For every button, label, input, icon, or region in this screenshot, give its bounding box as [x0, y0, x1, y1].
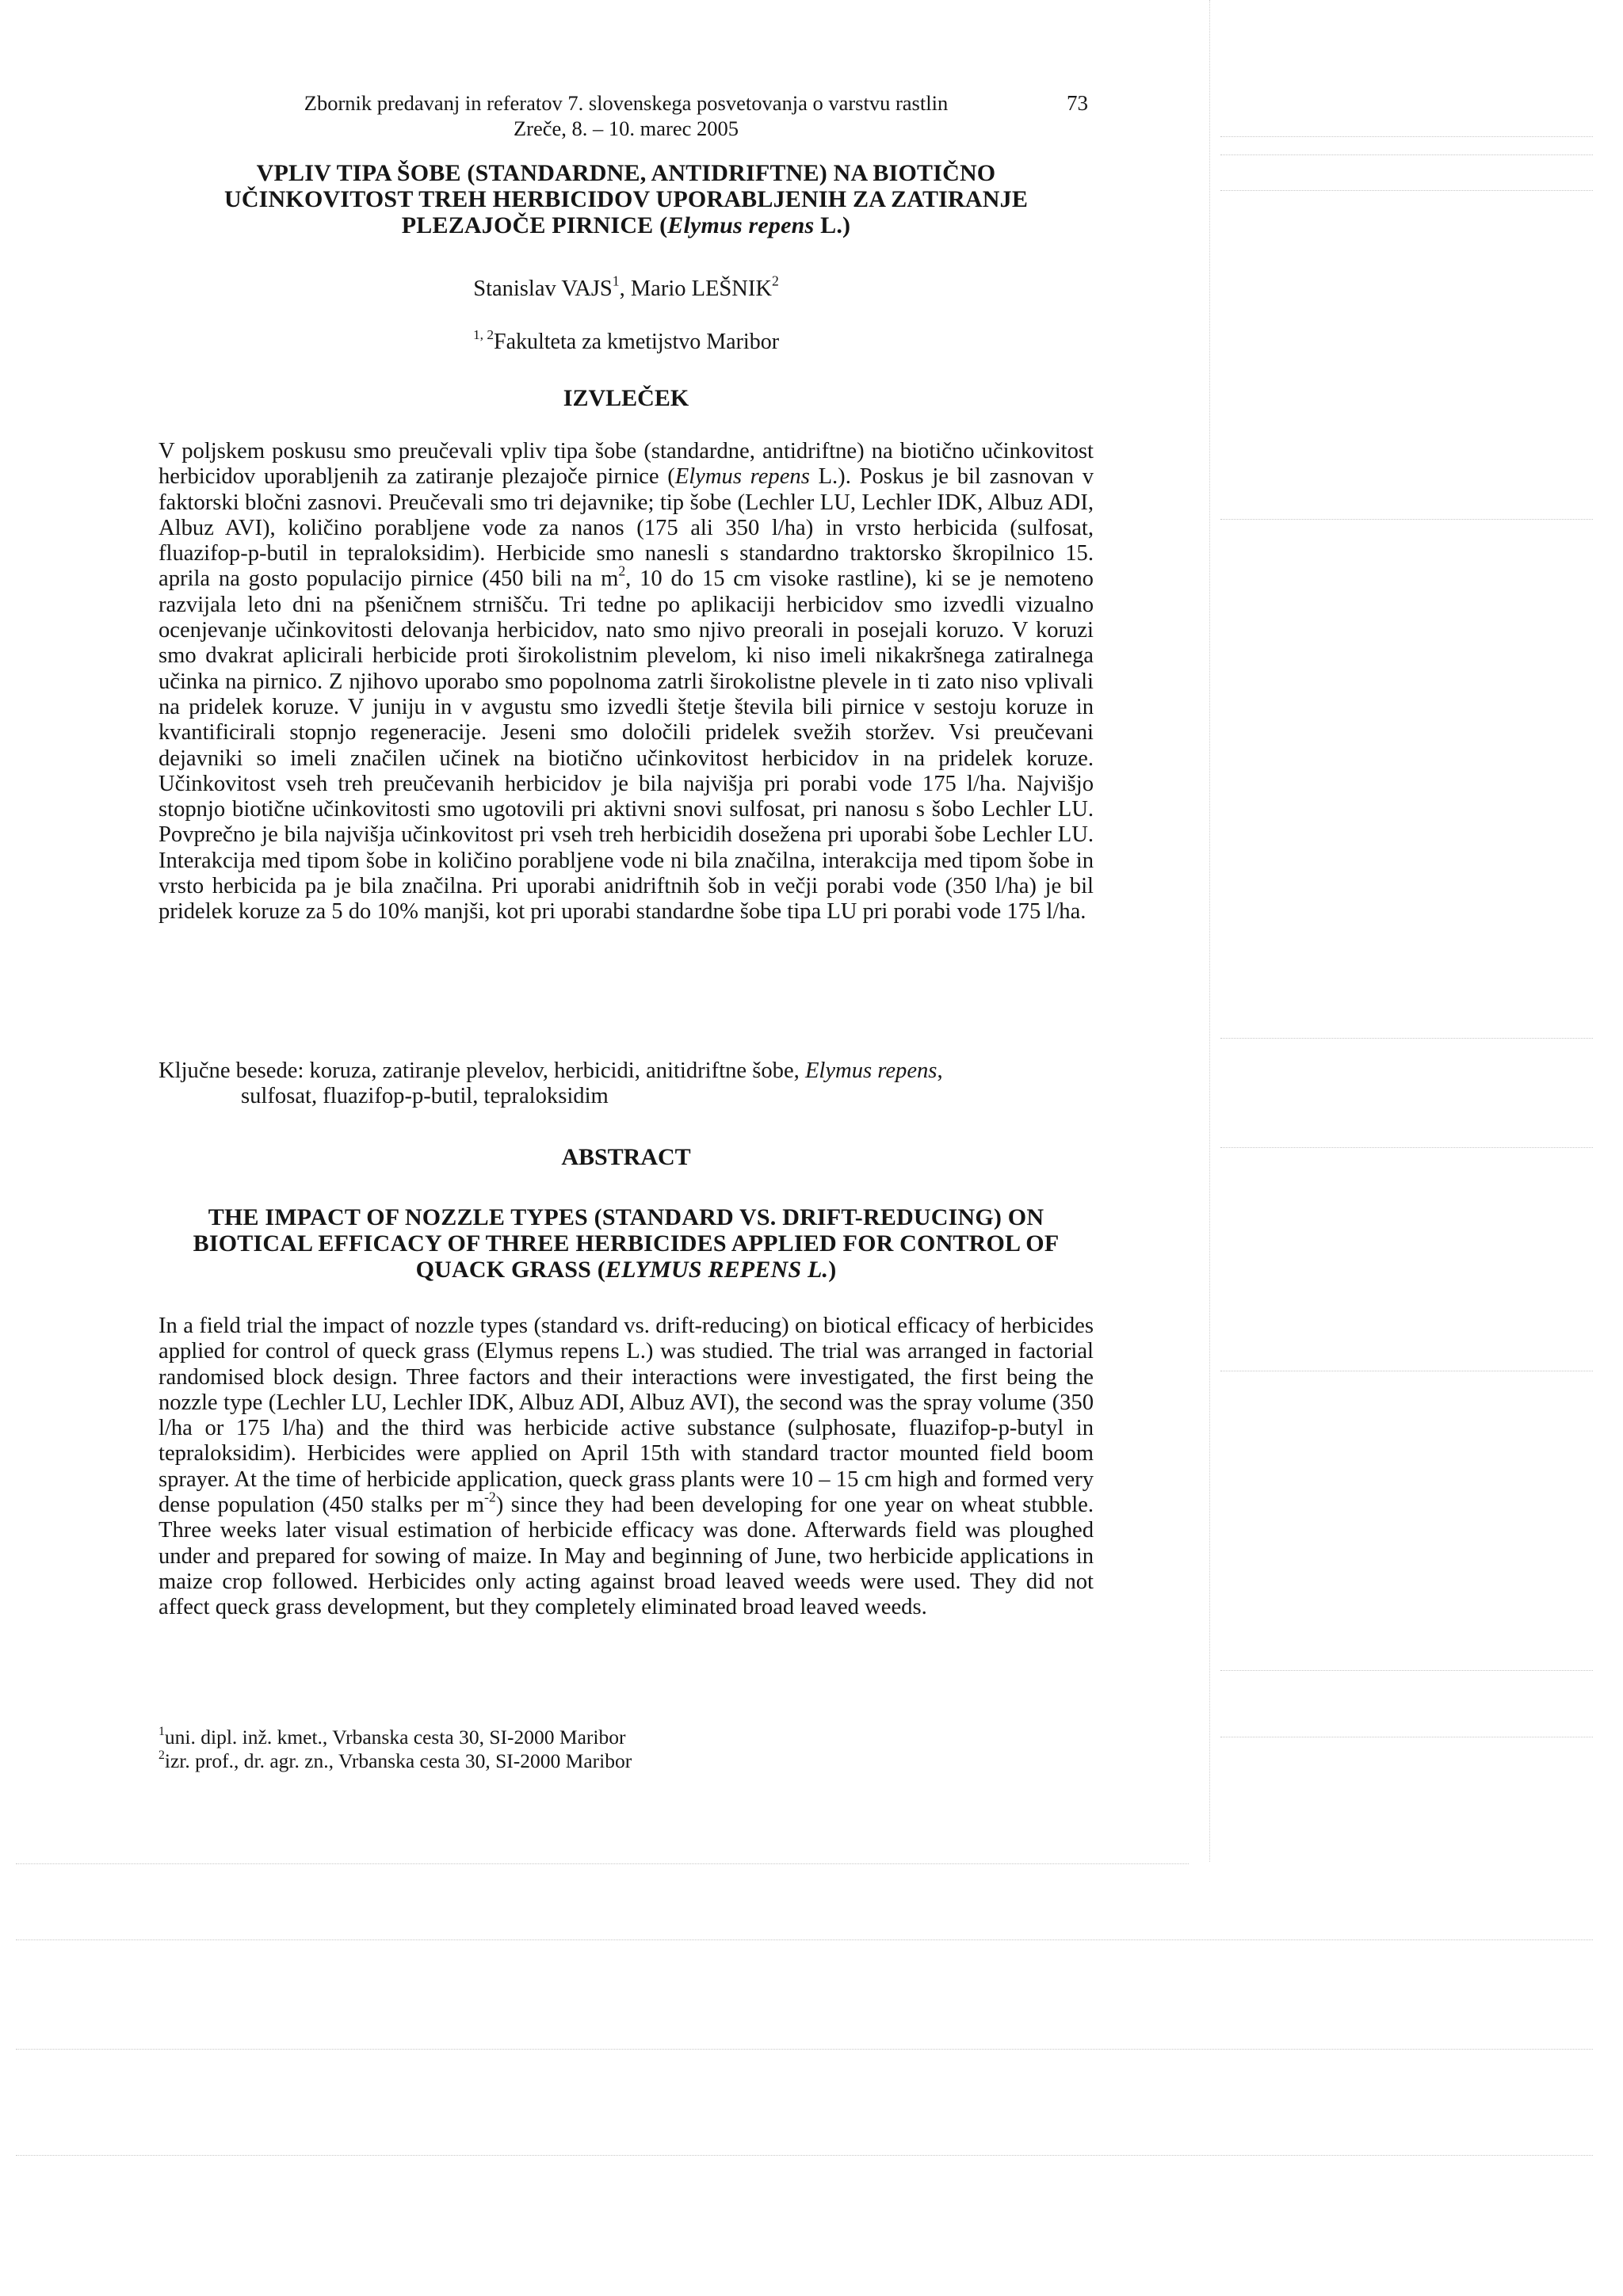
- scan-artifact-line: [1220, 519, 1593, 520]
- title-en-line1: THE IMPACT OF NOZZLE TYPES (STANDARD VS. DRIFT-REDUCING) ON: [208, 1204, 1044, 1230]
- keywords-sl-line1: Ključne besede: koruza, zatiranje plevelov, herbicidi, anitidriftne šobe,: [158, 1058, 805, 1083]
- footnote-2-text: izr. prof., dr. agr. zn., Vrbanska cesta 30, SI-2000 Maribor: [164, 1749, 632, 1772]
- title-en-line3-suffix: ): [828, 1257, 837, 1283]
- author-2-affiliation-mark: 2: [771, 273, 779, 289]
- authors: [0, 273, 1252, 303]
- affiliation-mark: 1, 2: [472, 326, 494, 342]
- title-sl-line2: UČINKOVITOST TREH HERBICIDOV UPORABLJENIH ZA ZATIRANJE: [223, 186, 1029, 212]
- author-1: Stanislav VAJS: [473, 277, 613, 301]
- title-sl-line3-suffix: L.): [814, 212, 851, 238]
- author-2: Mario LEŠNIK: [630, 277, 772, 301]
- author-1-affiliation-mark: 1: [612, 273, 620, 289]
- title-sl-line1: VPLIV TIPA ŠOBE (STANDARDNE, ANTIDRIFTNE) NA BIOTIČNO: [256, 160, 996, 186]
- abstract-sl-text-part3: , 10 do 15 cm visoke rastline), ki se je nemoteno razvijala leto dni na pšeničnem strnišču. Tri tedne po aplikaciji herbicidov smo izvedli vizualno ocenjevanje učinkovitosti delovanja herbicidov, nato smo njivo preorali in posejali koruzo. V koruzi smo dvakrat aplicirali herbicide proti širokolistnim plevelom, ki niso imeli nikakršnega zatiralnega učinka na pirnico. Z njihovo uporabo smo popolnoma zatrli širokolistne plevele in ti zato niso vplivali na pridelek koruze. V juniju in v avgustu smo izvedli štetje števila bili pirnice v sestoju koruze in kvantificirali stopnjo regeneracije. Jeseni smo določili pridelek svežih storžev. Vsi preučevani dejavniki so imeli značilen učinek na biotično učinkovitost herbicidov in na pridelek koruze. Učinkovitost vseh treh preučevanih herbicidov je bila najvišja pri porabi vode 175 l/ha. Najvišjo stopnjo biotične učinkovitosti smo ugotovili pri aktivni snovi sulfosat, pri nanosu s šobo Lechler LU. Povprečno je bila najvišja učinkovitost pri vseh treh herbicidih dosežena pri uporabi šobe Lechler LU. Interakcija med tipom šobe in količino porabljene vode ni bila značilna, interakcija med tipom šobe in vrsto herbicida pa je bila značilna. Pri uporabi anidriftnih šob in večji porabi vode (350 l/ha) je bil pridelek koruze za 5 do 10% manjši, kot pri uporabi standardne šobe tipa LU pri porabi vode 175 l/ha.: [158, 566, 1094, 925]
- running-head-line1: Zbornik predavanj in referatov 7. slovenskega posvetovanja o varstvu rastlin: [304, 91, 949, 115]
- title-sl-line3: [119, 212, 1133, 238]
- footnote-2: [158, 1749, 951, 1773]
- abstract-sl-superscript: 2: [618, 563, 626, 580]
- page-number: 73: [1067, 91, 1088, 115]
- footnote-1: [158, 1726, 951, 1749]
- abstract-en-text-part2: ) since they had been developing for one year on wheat stubble. Three weeks later visual estimation of herbicide efficacy was done. Afterwards field was ploughed under and prepared for sowing of maize. In May and beginning of June, two herbicide applications in maize crop followed. Herbicides only acting against broad leaved weeds were used. They did not affect queck grass development, but they completely eliminated broad leaved weeds.: [158, 1493, 1094, 1620]
- paper-title-en: [119, 1204, 1133, 1283]
- scan-artifact-line: [16, 2155, 1593, 2156]
- abstract-en-paragraph: [158, 1314, 1094, 1621]
- running-head: [0, 90, 1252, 141]
- footnote-1-mark: 1: [158, 1724, 165, 1738]
- paper-title-sl: [119, 160, 1133, 238]
- scan-artifact-line: [1220, 1670, 1593, 1671]
- scan-artifact-line: [1220, 190, 1593, 191]
- scan-artifact-line: [1220, 136, 1593, 137]
- scan-artifact-line: [16, 1939, 1593, 1940]
- title-sl-line3-prefix: PLEZAJOČE PIRNICE (: [401, 212, 668, 238]
- scan-artifact-line: [16, 1863, 1189, 1864]
- abstract-sl-paragraph: [158, 439, 1094, 925]
- abstract-en-superscript: -2: [483, 1489, 496, 1505]
- abstract-sl-species: Elymus repens: [674, 464, 810, 490]
- abstract-sl-text-part2: L.). Poskus je bil zasnovan v faktorski bločni zasnovi. Preučevali smo tri dejavnike; tip šobe (Lechler LU, Lechler IDK, Albuz ADI, Albuz AVI), količino porabljene vode za nanos (175 ali 350 l/ha) in vrsto herbicida (sulfosat, fluazifop-p-butil in tepraloksidim). Herbicide smo nanesli s standardno traktorsko škropilnico 15. aprila na gosto populacijo pirnice (450 bili na m: [158, 464, 1094, 592]
- title-en-line3-prefix: QUACK GRASS (: [415, 1257, 605, 1283]
- title-en-species: ELYMUS REPENS L.: [605, 1257, 829, 1283]
- running-head-line2: Zreče, 8. – 10. marec 2005: [513, 116, 739, 140]
- abstract-sl-heading: IZVLEČEK: [563, 385, 689, 411]
- keywords-sl-line2: sulfosat, fluazifop-p-butil, tepraloksidim: [241, 1084, 609, 1109]
- keywords-sl-line1-end: ,: [937, 1058, 943, 1083]
- footnotes: [158, 1726, 951, 1773]
- title-en-line3: [119, 1257, 1133, 1283]
- abstract-en-heading: ABSTRACT: [561, 1144, 691, 1170]
- title-sl-species: Elymus repens: [667, 212, 815, 238]
- affiliation: [0, 326, 1252, 356]
- keywords-sl-species: Elymus repens: [804, 1058, 938, 1083]
- scan-artifact-line: [16, 2049, 1593, 2050]
- footnote-2-mark: 2: [158, 1748, 165, 1762]
- scan-artifact-line: [1220, 1147, 1593, 1148]
- scan-artifact-line: [1220, 154, 1593, 155]
- scan-artifact-line: [1220, 1038, 1593, 1039]
- title-en-line2: BIOTICAL EFFICACY OF THREE HERBICIDES APPLIED FOR CONTROL OF: [193, 1230, 1060, 1257]
- affiliation-text: Fakulteta za kmetijstvo Maribor: [494, 330, 780, 354]
- footnote-1-text: uni. dipl. inž. kmet., Vrbanska cesta 30, SI-2000 Maribor: [164, 1726, 626, 1749]
- abstract-en-text-part1: In a field trial the impact of nozzle types (standard vs. drift-reducing) on biotical efficacy of herbicides applied for control of queck grass (Elymus repens L.) was studied. The trial was arranged in factorial randomised block design. Three factors and their interactions were investigated, the first being the nozzle type (Lechler LU, Lechler IDK, Albuz ADI, Albuz AVI), the second was the spray volume (350 l/ha or 175 l/ha) and the third was herbicide active substance (sulphosate, fluazifop-p-butyl in tepraloksidim). Herbicides were applied on April 15th with standard tractor mounted field boom sprayer. At the time of herbicide application, queck grass plants were 10 – 15 cm high and formed very dense population (450 stalks per m: [158, 1314, 1094, 1518]
- keywords-sl: [158, 1058, 1094, 1110]
- abstract-sl-text-part1: V poljskem poskusu smo preučevali vpliv tipa šobe (standardne, antidriftne) na biotično učinkovitost herbicidov uporabljenih za zatiranje plezajoče pirnice (: [158, 439, 1094, 490]
- author-separator: ,: [619, 277, 631, 301]
